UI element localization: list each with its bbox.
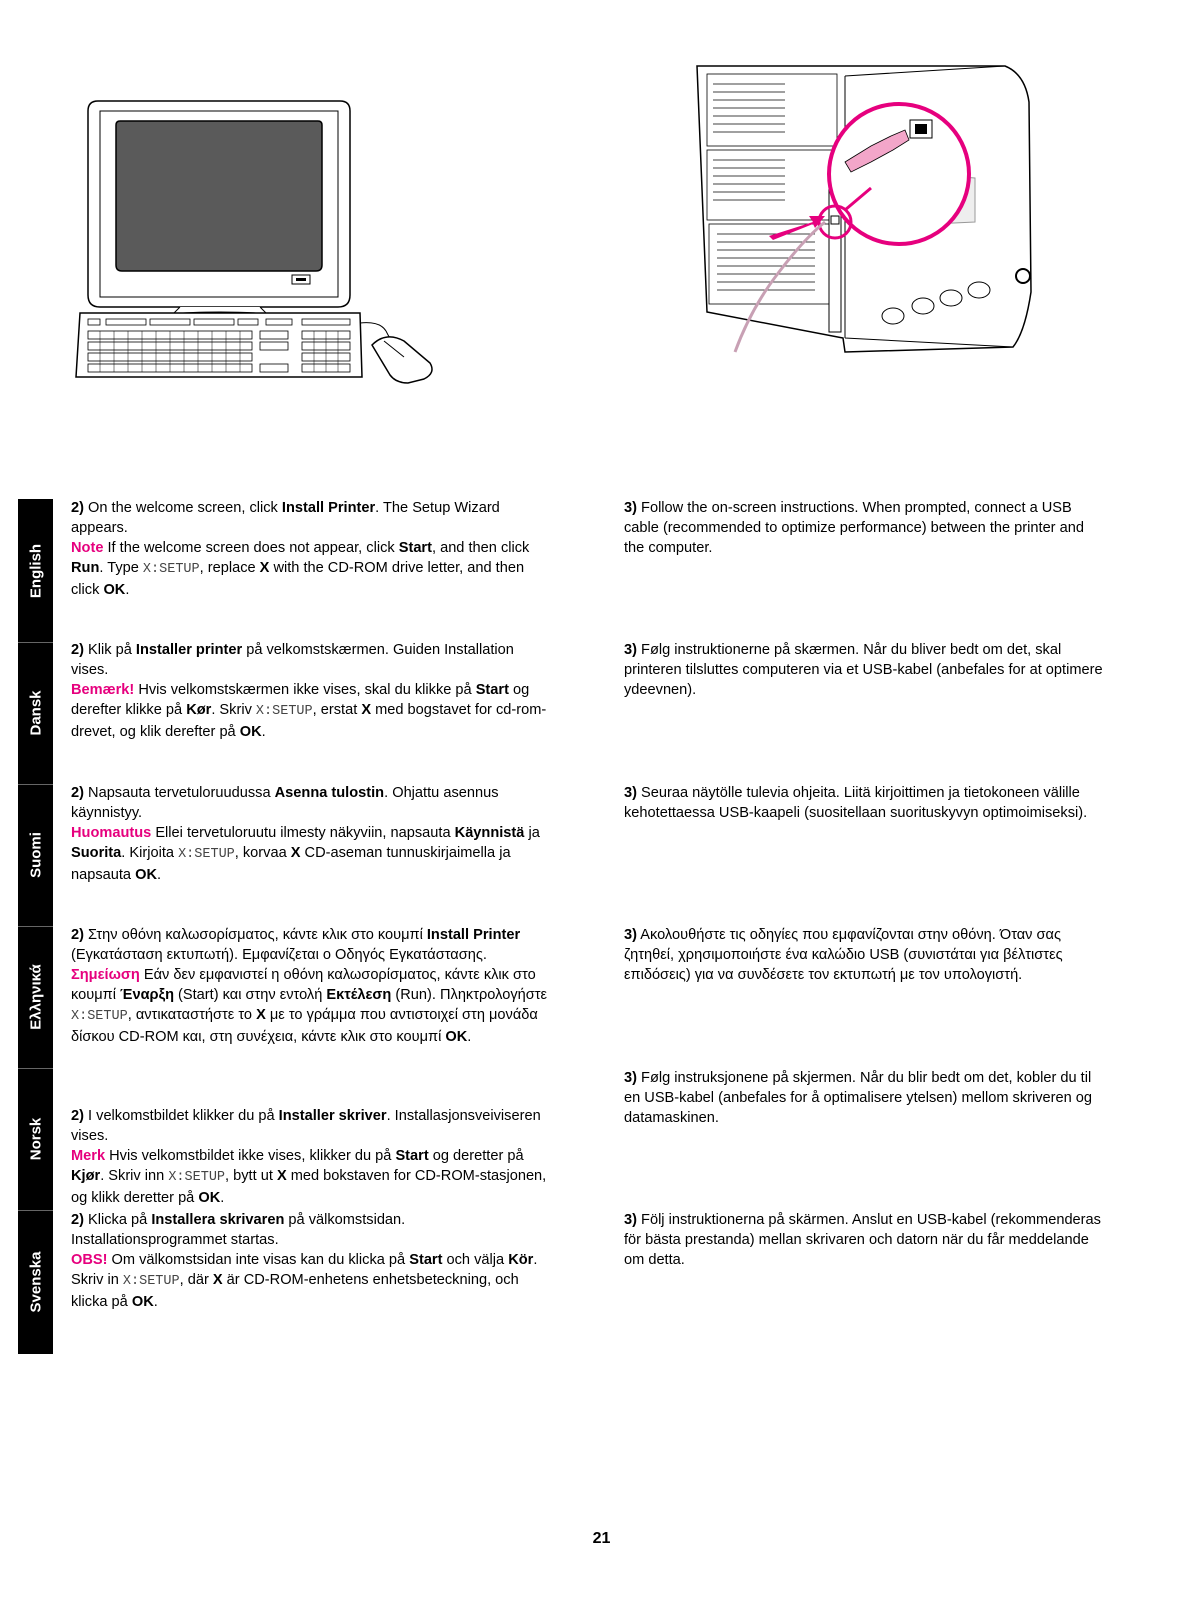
tab-suomi: Suomi bbox=[27, 832, 44, 878]
step-2-ellinika: 2) Στην οθόνη καλωσορίσματος, κάντε κλικ στο κουμπί Install Printer (Εγκατάσταση εκτυπωτή). Εμφανίζεται ο Οδηγός Εγκατάστασης. Σημείωση Εάν δεν εμφανιστεί η οθόνη καλωσορίσματος, κάντε κλικ στο κουμπί Έναρξη (Start) και στην εντολή Εκτέλεση (Run). Πληκτρολογήστε X:SETUP, αντικαταστήστε το X με το γράμμα που αντιστοιχεί στη μονάδα δίσκου CD-ROM και, στη συνέχεια, κάντε κλικ στο κουμπί OK. bbox=[71, 927, 548, 1045]
note-label: Σημείωση bbox=[71, 967, 140, 983]
tab-norsk: Norsk bbox=[27, 1117, 44, 1161]
note-label: Huomautus bbox=[71, 825, 152, 841]
note-label: OBS! bbox=[71, 1252, 108, 1268]
step-3-svenska: 3) Följ instruktionerna på skärmen. Anslut en USB-kabel (rekommenderas för bästa prestanda) mellan skrivaren och datorn när du får meddelande om detta. bbox=[624, 1212, 1101, 1268]
step-3-dansk: 3) Følg instruktionerne på skærmen. Når du bliver bedt om det, skal printeren tilsluttes computeren via et USB-kabel (anbefales for at optimere ydeevnen). bbox=[624, 642, 1103, 698]
note-label: Bemærk! bbox=[71, 682, 135, 698]
tab-dansk: Dansk bbox=[27, 690, 44, 736]
step-2-dansk: 2) Klik på Installer printer på velkomstskærmen. Guiden Installation vises. Bemærk! Hvis velkomstskærmen ikke vises, skal du klikke på Start og derefter klikke på Kør. Skriv X:SETUP, erstat X med bogstavet for cd-rom-drevet, og klik derefter på OK. bbox=[71, 642, 547, 740]
step-3-english: 3) Follow the on-screen instructions. When prompted, connect a USB cable (recommended to optimize performance) between the printer and the computer. bbox=[624, 500, 1084, 556]
tab-svenska: Svenska bbox=[27, 1251, 44, 1313]
note-label: Note bbox=[71, 540, 104, 556]
step-3-norsk: 3) Følg instruksjonene på skjermen. Når du blir bedt om det, kobler du til en USB-kabel (anbefales for å optimalisere ytelsen) mellom skriveren og datamaskinen. bbox=[624, 1070, 1093, 1126]
page-number: 21 bbox=[592, 1530, 611, 1547]
computer-illustration bbox=[70, 95, 440, 385]
tab-english: English bbox=[27, 543, 44, 598]
step-2-svenska: 2) Klicka på Installera skrivaren på välkomstsidan. Installationsprogrammet startas. OBS! Om välkomstsidan inte visas kan du klicka på Start och välja Kör. Skriv in X:SETUP, där X är CD-ROM-enhetens enhetsbeteckning, och klicka på OK. bbox=[71, 1212, 538, 1310]
step-2-norsk: 2) I velkomstbildet klikker du på Installer skriver. Installasjonsveiviseren vises. Merk Hvis velkomstbildet ikke vises, klikker du på Start og deretter på Kjør. Skriv inn X:SETUP, bytt ut X med bokstaven for CD-ROM-stasjonen, og klikk deretter på OK. bbox=[71, 1108, 547, 1206]
note-label: Merk bbox=[71, 1148, 106, 1164]
step-3-ellinika: 3) Ακολουθήστε τις οδηγίες που εμφανίζονται στην οθόνη. Όταν σας ζητηθεί, χρησιμοποιήστε ένα καλώδιο USB (συνιστάται για βέλτιστες επιδόσεις) για να συνδέσετε τον εκτυπωτή με τον υπολογιστή. bbox=[624, 927, 1063, 983]
language-tabs bbox=[18, 499, 53, 1354]
tab-ellinika: Ελληνικά bbox=[27, 964, 44, 1030]
step-3-suomi: 3) Seuraa näytölle tulevia ohjeita. Liitä kirjoittimen ja tietokoneen välille kehotettaessa USB-kaapeli (suositellaan suorituskyvyn optimoimiseksi). bbox=[624, 785, 1088, 821]
step-2-suomi: 2) Napsauta tervetuloruudussa Asenna tulostin. Ohjattu asennus käynnistyy. Huomautus Ellei tervetuloruutu ilmesty näkyviin, napsauta Käynnistä ja Suorita. Kirjoita X:SETUP, korvaa X CD-aseman tunnuskirjaimella ja napsauta OK. bbox=[71, 785, 540, 883]
step-2-english: 2) On the welcome screen, click Install Printer. The Setup Wizard appears. Note If the welcome screen does not appear, click Start, and then click Run. Type X:SETUP, replace X with the CD-ROM drive letter, and then click OK. bbox=[71, 500, 530, 598]
printer-illustration bbox=[695, 62, 1040, 357]
